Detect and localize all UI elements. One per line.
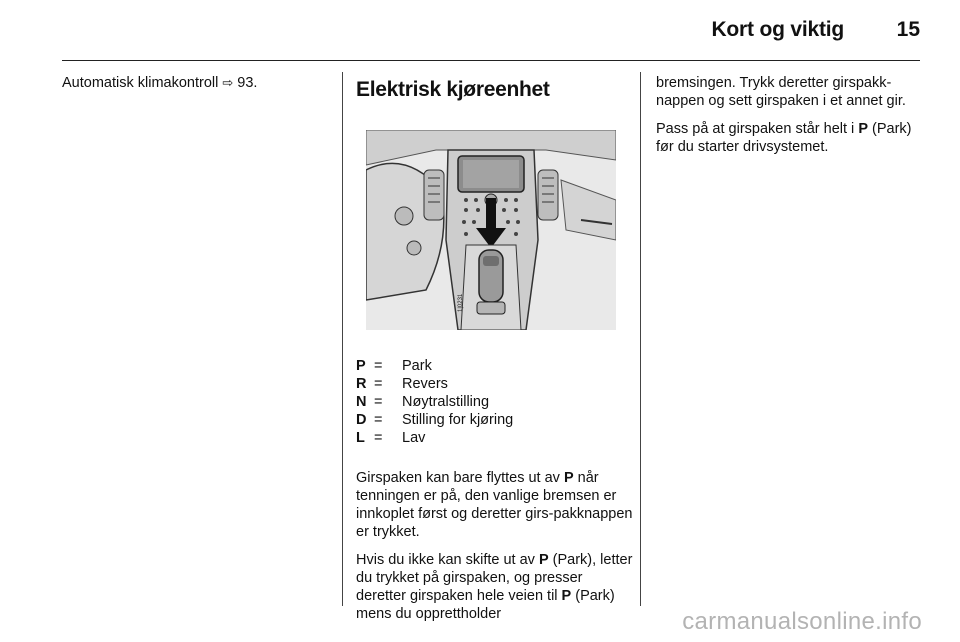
paragraph-shift-condition <box>356 469 636 541</box>
column-1 <box>62 74 332 92</box>
paragraph-park-check <box>656 120 926 156</box>
legend-label: Lav <box>402 430 426 446</box>
text-run: Hvis du ikke kan skifte ut av <box>356 552 539 568</box>
watermark: carmanualsonline.info <box>682 608 922 635</box>
paragraph-shift-help <box>356 551 636 623</box>
text-run: (Park) mens du opprettholder <box>356 588 615 622</box>
legend-equals: = <box>374 394 383 410</box>
legend-equals: = <box>374 430 383 446</box>
legend-key: L <box>356 430 365 446</box>
text-run: Girspaken kan bare flyttes ut av <box>356 470 564 486</box>
legend-row <box>356 375 636 393</box>
column-divider-left <box>342 72 343 606</box>
legend-label: Revers <box>402 376 448 392</box>
legend-equals: = <box>374 376 383 392</box>
header-rule <box>62 60 920 61</box>
legend-key: D <box>356 412 367 428</box>
legend-label: Park <box>402 358 432 374</box>
legend-label: Stilling for kjøring <box>402 412 514 428</box>
column-2 <box>356 74 636 623</box>
column-3 <box>656 74 926 156</box>
text-run: Pass på at girspaken står helt i <box>656 121 859 137</box>
legend-row <box>356 411 636 429</box>
page-number: 15 <box>896 18 920 41</box>
legend-equals: = <box>374 412 383 428</box>
legend-equals: = <box>374 358 383 374</box>
text-run: (Park), letter du trykket på girspaken, og presser deretter girspaken hele veien til <box>356 552 633 604</box>
gear-letter: P <box>858 121 868 137</box>
gear-letter: P <box>563 470 574 486</box>
gear-letter: P <box>561 588 572 604</box>
legend-key: P <box>356 358 366 374</box>
page-ref-arrow-icon: ⇨ <box>222 75 234 90</box>
legend-label: Nøytralstilling <box>402 394 490 410</box>
legend-row <box>356 393 636 411</box>
legend-row <box>356 429 636 447</box>
legend-key: R <box>356 376 367 392</box>
paragraph-continuation: bremsingen. Trykk deretter girspakk-nappen og sett girspaken i et annet gir. <box>656 75 906 109</box>
column-divider-right <box>640 72 641 606</box>
text-run: når tenningen er på, den vanlige bremsen er innkoplet først og deretter girs-pakknappen er trykket. <box>356 470 633 540</box>
section-heading: Elektrisk kjøreenhet <box>356 78 550 101</box>
gear-shifter-illustration <box>366 130 616 330</box>
gear-letter: P <box>538 552 549 568</box>
legend-row <box>356 357 636 375</box>
cross-reference-text: Automatisk klimakontroll <box>62 75 219 91</box>
svg-text:1|0231: 1|0231 <box>458 293 464 312</box>
legend-key: N <box>356 394 367 410</box>
gear-legend <box>356 357 636 447</box>
page-header-title: Kort og viktig <box>711 18 844 41</box>
text-run: (Park) før du starter drivsystemet. <box>656 121 912 155</box>
cross-reference-page[interactable]: 93. <box>237 75 258 91</box>
